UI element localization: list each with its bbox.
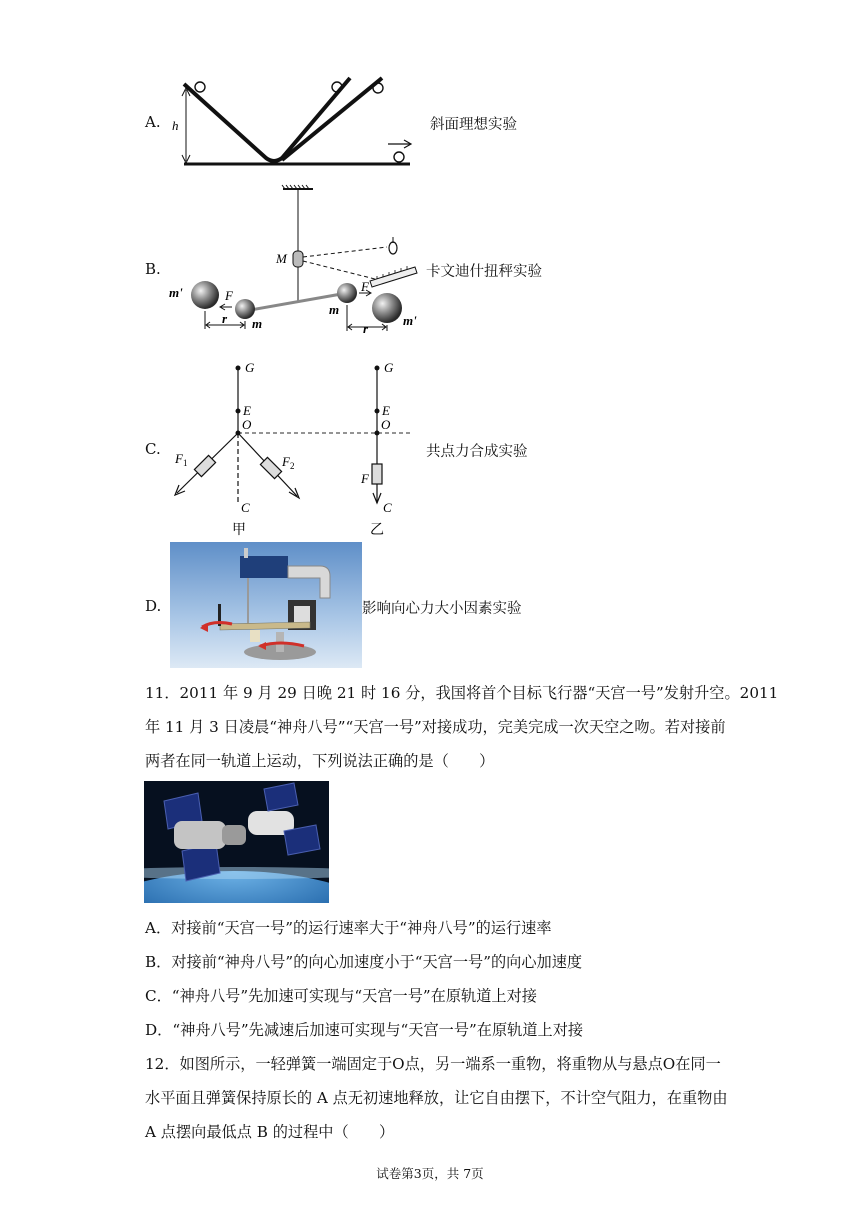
height-label: h	[172, 118, 179, 133]
option-a-caption: 斜面理想实验	[430, 117, 517, 133]
point-e-left: E	[243, 403, 251, 418]
option-a-letter: A.	[145, 113, 161, 131]
force-f1-label: F	[175, 451, 183, 466]
option-c-letter: C.	[145, 440, 161, 458]
figure-yi-caption: 乙	[370, 522, 384, 538]
option-b-letter: B.	[145, 260, 161, 278]
option-b-caption: 卡文迪什扭秤实验	[426, 264, 542, 280]
point-g-left: G	[245, 360, 255, 375]
small-mass-right-label: m	[329, 302, 340, 317]
force-f2-subscript: 2	[289, 461, 295, 471]
spacecraft-docking-image	[144, 781, 329, 903]
force-f1-subscript: 1	[182, 458, 188, 468]
large-mass-left-label: m'	[169, 285, 183, 300]
point-g-right: G	[384, 360, 394, 375]
point-e-right: E	[382, 403, 390, 418]
small-mass-left-label: m	[252, 316, 263, 331]
q11-stem-line-1: 11．2011 年 9 月 29 日晚 21 时 16 分，我国将首个目标飞行器“天宫一号”发射升空。2011	[145, 684, 779, 702]
point-c-left: C	[241, 500, 250, 515]
torsion-balance-figure	[165, 183, 430, 338]
q12-stem-line-3: A 点摆向最低点 B 的过程中（ ）	[145, 1123, 395, 1141]
force-right-label: F	[361, 279, 369, 294]
svg-text:F1	[174, 451, 187, 468]
option-d-letter: D.	[145, 597, 162, 615]
distance-left-label: r	[222, 311, 228, 326]
force-composition-figure	[165, 358, 410, 538]
option-d-caption: 影响向心力大小因素实验	[362, 601, 522, 617]
force-f2-label: F	[282, 454, 290, 469]
inclined-plane-figure	[170, 72, 420, 172]
force-f-right-label: F	[361, 471, 369, 486]
centripetal-force-apparatus-photo	[170, 542, 362, 668]
force-left-label: F	[225, 288, 233, 303]
q11-stem-line-3: 两者在同一轨道上运动，下列说法正确的是（ ）	[145, 752, 495, 770]
point-o-left: O	[242, 417, 252, 432]
q11-option-b: B．对接前“神舟八号”的向心加速度小于“天宫一号”的向心加速度	[145, 953, 583, 971]
option-c-caption: 共点力合成实验	[426, 444, 528, 460]
point-o-right: O	[381, 417, 391, 432]
distance-right-label: r	[363, 321, 369, 336]
q12-stem-line-2: 水平面且弹簧保持原长的 A 点无初速地释放，让它自由摆下，不计空气阻力，在重物由	[145, 1089, 728, 1107]
svg-text:F2	[281, 454, 294, 471]
q11-option-c: C．“神舟八号”先加速可实现与“天宫一号”在原轨道上对接	[145, 987, 537, 1005]
q12-stem-line-1: 12．如图所示，一轻弹簧一端固定于O点，另一端系一重物，将重物从与悬点O在同一	[145, 1055, 721, 1073]
large-mass-right-label: m'	[403, 313, 417, 328]
figure-jia-caption: 甲	[232, 522, 246, 538]
q11-option-d: D．“神舟八号”先减速后加速可实现与“天宫一号”在原轨道上对接	[145, 1021, 584, 1039]
q11-option-a: A．对接前“天宫一号”的运行速率大于“神舟八号”的运行速率	[145, 919, 552, 937]
point-c-right: C	[383, 500, 392, 515]
q11-stem-line-2: 年 11 月 3 日凌晨“神舟八号”“天宫一号”对接成功，完美完成一次天空之吻。若对接前	[145, 718, 726, 736]
mirror-label: M	[276, 251, 287, 266]
page-footer: 试卷第3页，共 7页	[376, 1166, 484, 1181]
